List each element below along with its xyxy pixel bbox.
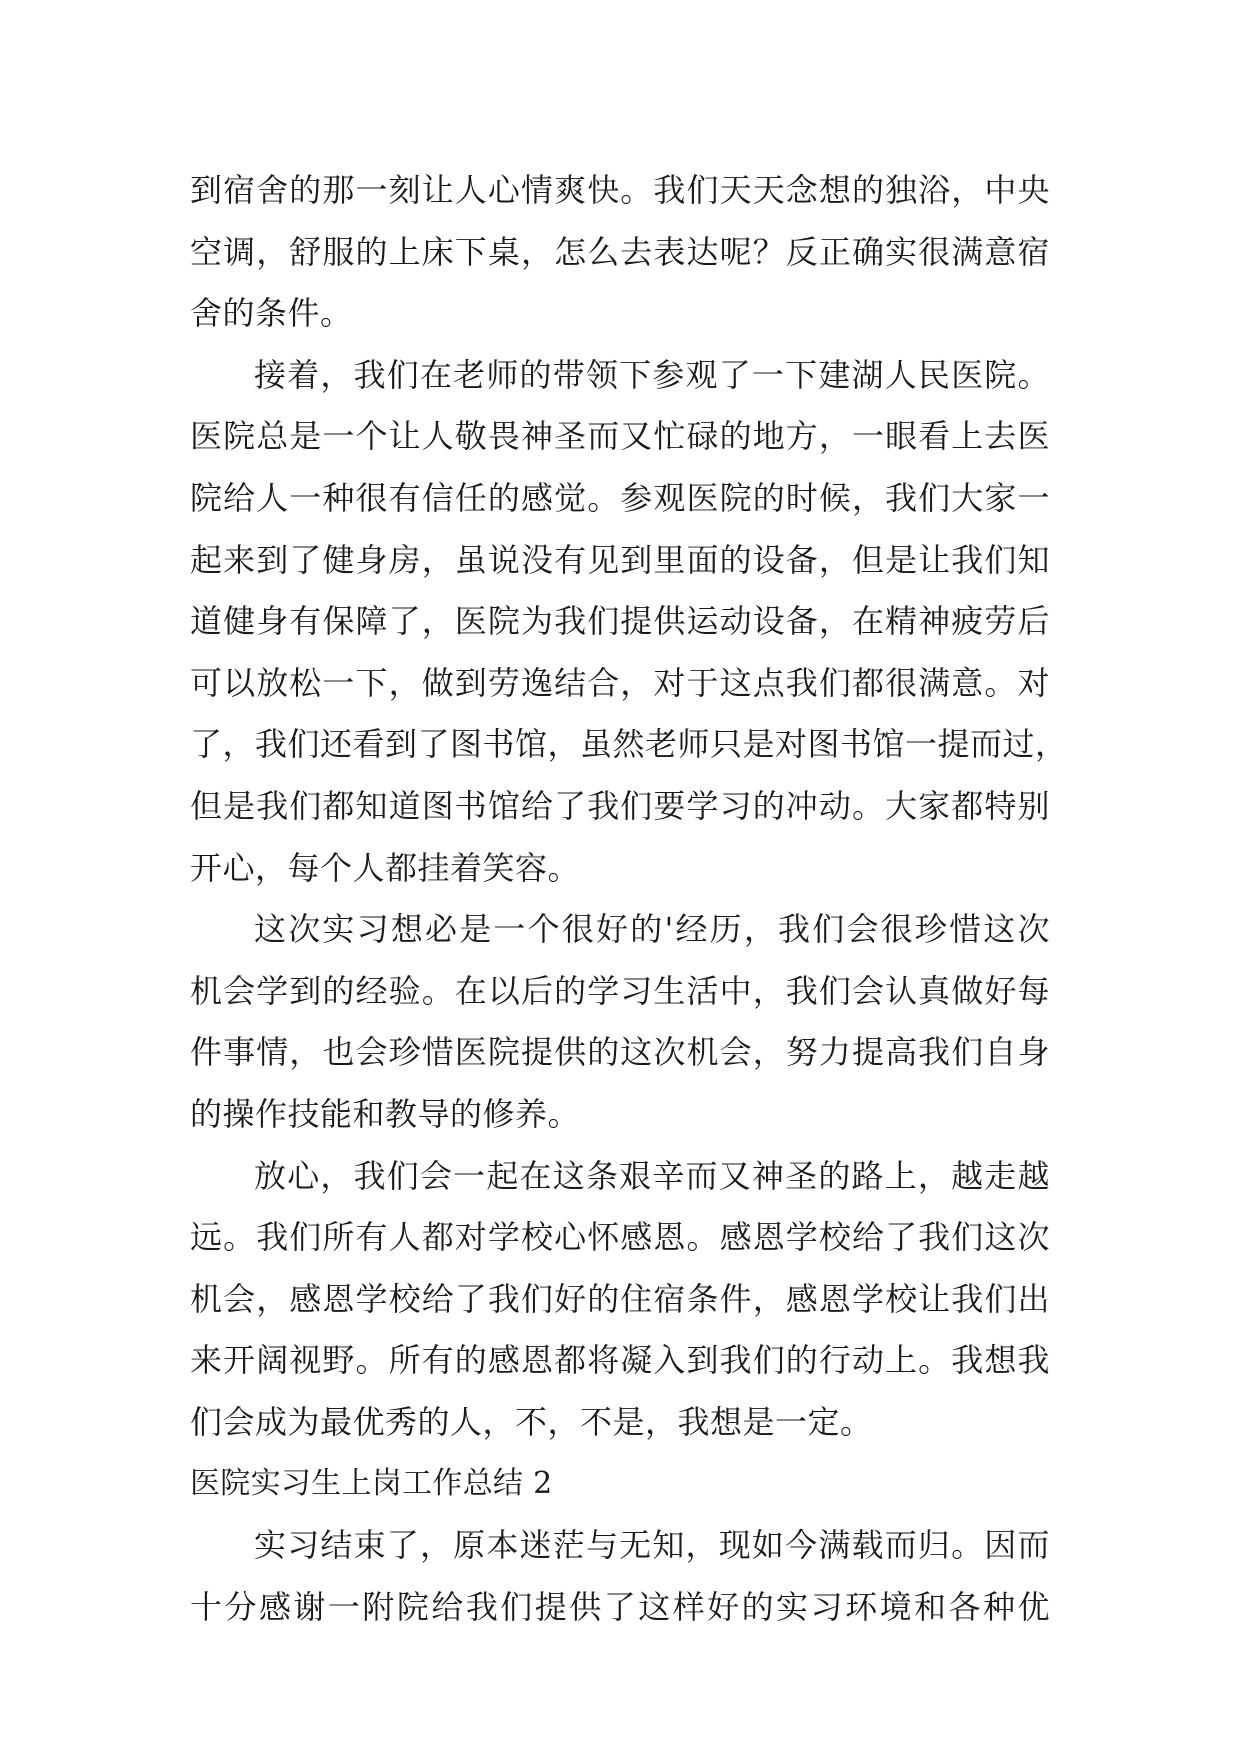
text-line: 可以放松一下，做到劳逸结合，对于这点我们都很满意。对 (190, 663, 1050, 702)
text-line: 实习结束了，原本迷茫与无知，现如今满载而归。因而 (254, 1526, 1050, 1565)
text-line: 接着，我们在老师的带领下参观了一下建湖人民医院。 (254, 355, 1050, 394)
document-body (190, 160, 1068, 1638)
text-line: 们会成为最优秀的人，不，不是，我想是一定。 (190, 1402, 873, 1441)
text-line: 到宿舍的那一刻让人心情爽快。我们天天念想的独浴，中央 (190, 171, 1050, 209)
text-line: 放心，我们会一起在这条艰辛而又神圣的路上，越走越 (254, 1156, 1050, 1195)
text-line: 机会，感恩学校给了我们好的住宿条件，感恩学校让我们出 (190, 1279, 1050, 1318)
text-line: 但是我们都知道图书馆给了我们要学习的冲动。大家都特别 (190, 786, 1050, 825)
text-line: 起来到了健身房，虽说没有见到里面的设备，但是让我们知 (190, 540, 1050, 579)
text-line: 来开阔视野。所有的感恩都将凝入到我们的行动上。我想我 (190, 1341, 1050, 1380)
paragraph (190, 1515, 1050, 1638)
paragraph (190, 160, 1050, 345)
paragraph (190, 345, 1068, 899)
text-line: 这次实习想必是一个很好的'经历，我们会很珍惜这次 (254, 910, 1050, 949)
text-line: 道健身有保障了，医院为我们提供运动设备，在精神疲劳后 (190, 602, 1050, 641)
paragraph (190, 1146, 1050, 1454)
section-heading (190, 1453, 1050, 1515)
paragraph (190, 899, 1050, 1145)
text-line: 开心，每个人都挂着笑容。 (190, 848, 581, 887)
text-line: 件事情，也会珍惜医院提供的这次机会，努力提高我们自身 (190, 1033, 1050, 1072)
text-line: 院给人一种很有信任的感觉。参观医院的时候，我们大家一 (190, 478, 1050, 517)
text-line: 医院总是一个让人敬畏神圣而又忙碌的地方，一眼看上去医 (190, 417, 1050, 456)
text-line: 的操作技能和教导的修养。 (190, 1094, 581, 1133)
text-line: 了，我们还看到了图书馆，虽然老师只是对图书馆一提而过， (190, 725, 1068, 764)
text-line: 远。我们所有人都对学校心怀感恩。感恩学校给了我们这次 (190, 1218, 1050, 1257)
text-line: 机会学到的经验。在以后的学习生活中，我们会认真做好每 (190, 971, 1050, 1010)
text-line: 舍的条件。 (190, 294, 353, 333)
heading-text: 医院实习生上岗工作总结 2 (190, 1466, 553, 1502)
text-line: 十分感谢一附院给我们提供了这样好的实习环境和各种优 (190, 1587, 1050, 1626)
text-line: 空调，舒服的上床下桌，怎么去表达呢？反正确实很满意宿 (190, 232, 1050, 271)
